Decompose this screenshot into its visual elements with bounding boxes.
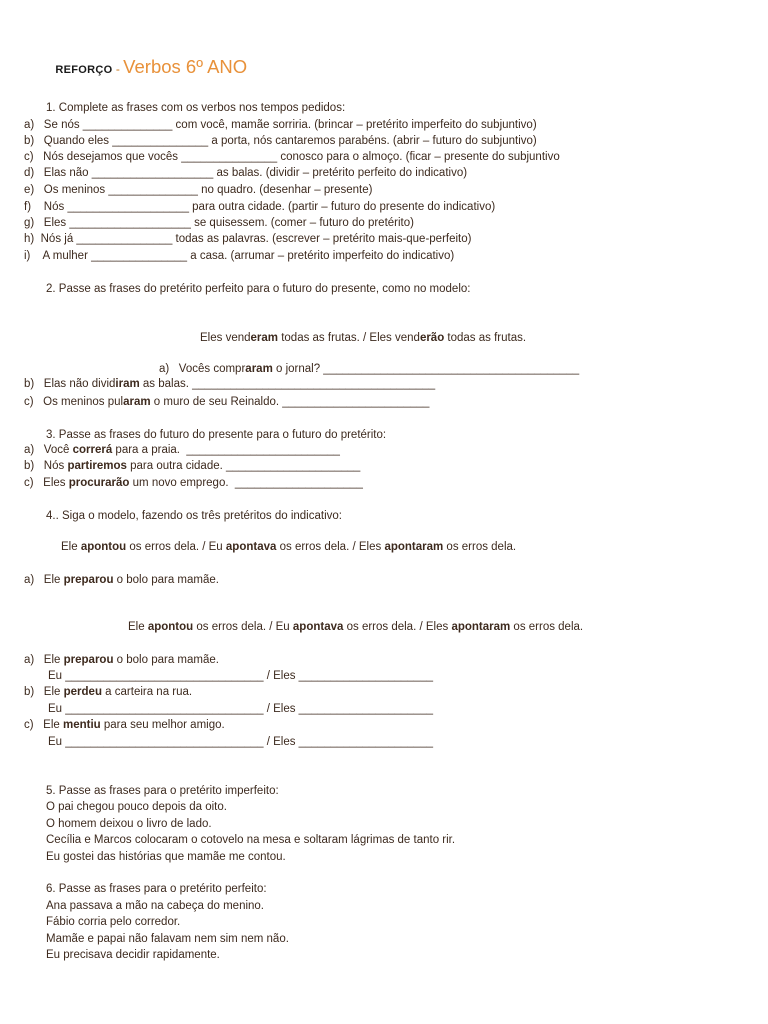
worksheet-line [24, 183, 372, 197]
worksheet-line [24, 653, 219, 667]
line-text: Ana passava a mão na cabeça do menino. [46, 900, 265, 912]
line-text: os erros dela. / Eu [126, 541, 226, 553]
line-text: 1. Complete as frases com os verbos nos tempos pedidos: [46, 102, 346, 114]
bold-verb: apontava [292, 621, 344, 633]
line-text: Eu gostei das histórias que mamãe me contou. [46, 851, 286, 863]
worksheet-line [24, 395, 429, 409]
worksheet-line [24, 443, 340, 457]
worksheet-line [46, 915, 180, 929]
worksheet-line [46, 101, 345, 115]
line-text: um novo emprego. ____________________ [129, 477, 363, 489]
bold-verb: iram [115, 378, 140, 390]
bold-verb: aram [245, 363, 273, 375]
line-text: 3. Passe as frases do futuro do presente para o futuro do pretérito: [46, 429, 387, 441]
worksheet-line [61, 540, 516, 554]
worksheet-line [46, 932, 289, 946]
bold-verb: partiremos [67, 460, 127, 472]
worksheet-line [46, 850, 286, 864]
line-text: c) Os meninos pul [24, 396, 124, 408]
bold-verb: erão [419, 332, 445, 344]
line-text: 5. Passe as frases para o pretérito imperfeito: [46, 785, 279, 797]
line-text: c) Nós desejamos que vocês _______________ conosco para o almoço. (ficar – presente do subjuntivo [24, 151, 560, 163]
worksheet-line [24, 134, 537, 148]
line-text: a) Você [24, 444, 73, 456]
worksheet-line [128, 620, 583, 634]
bold-verb: eram [250, 332, 279, 344]
line-text: O homem deixou o livro de lado. [46, 818, 212, 830]
worksheet-line [46, 784, 279, 798]
line-text: b) Quando eles _______________ a porta, nós cantaremos parabéns. (abrir – futuro do subjuntivo) [24, 135, 537, 147]
worksheet-line [24, 150, 560, 164]
worksheet-line [24, 200, 495, 214]
line-text: Mamãe e papai não falavam nem sim nem não. [46, 933, 289, 945]
line-text: as balas. ______________________________________ [139, 378, 436, 390]
worksheet-line [24, 249, 454, 263]
line-text: c) Eles [24, 477, 69, 489]
line-text: 6. Passe as frases para o pretérito perfeito: [46, 883, 267, 895]
line-text: Eu precisava decidir rapidamente. [46, 949, 220, 961]
line-text: Eu _______________________________ / Eles _____________________ [48, 703, 433, 715]
line-text: Fábio corria pelo corredor. [46, 916, 181, 928]
worksheet-line [46, 509, 342, 523]
worksheet-line [46, 948, 220, 962]
worksheet-line [24, 118, 537, 132]
bold-verb: preparou [63, 654, 114, 666]
worksheet-line [24, 216, 414, 230]
line-text: e) Os meninos ______________ no quadro. (desenhar – presente) [24, 184, 373, 196]
line-text: c) Ele [24, 719, 63, 731]
line-text: os erros dela. / Eles [343, 621, 452, 633]
line-text: b) Elas não divid [24, 378, 116, 390]
line-text: Ele [61, 541, 81, 553]
bold-verb: apontou [147, 621, 194, 633]
line-text: 4.. Siga o modelo, fazendo os três pretéritos do indicativo: [46, 510, 342, 522]
line-text: b) Nós [24, 460, 68, 472]
bold-verb: apontaram [384, 541, 444, 553]
line-text: h) Nós já _______________ todas as palavras. (escrever – pretérito mais-que-perfeito) [24, 233, 472, 245]
line-text: o bolo para mamãe. [113, 574, 219, 586]
line-text: 2. Passe as frases do pretérito perfeito para o futuro do presente, como no modelo: [46, 283, 471, 295]
worksheet-line [46, 899, 264, 913]
worksheet-line [24, 476, 363, 490]
bold-verb: correrá [72, 444, 113, 456]
worksheet-line [46, 817, 212, 831]
line-text: a carteira na rua. [101, 686, 193, 698]
worksheet-line [46, 800, 227, 814]
line-text: os erros dela. / Eles [276, 541, 385, 553]
line-text: i) A mulher _______________ a casa. (arrumar – pretérito imperfeito do indicativo) [24, 250, 455, 262]
title-dash: - [112, 62, 124, 76]
line-text: d) Elas não ___________________ as balas. (dividir – pretérito perfeito do indicativo) [24, 167, 468, 179]
bold-verb: apontava [225, 541, 277, 553]
worksheet-line [24, 459, 360, 473]
worksheet-line [48, 735, 433, 749]
document-title [49, 44, 247, 78]
worksheet-line [46, 282, 470, 296]
line-text: todas as frutas. [444, 332, 527, 344]
bold-verb: procurarão [68, 477, 130, 489]
line-text: Ele [128, 621, 148, 633]
bold-verb: mentiu [62, 719, 101, 731]
worksheet-line [24, 573, 219, 587]
line-text: o bolo para mamãe. [113, 654, 219, 666]
line-text: os erros dela. [443, 541, 517, 553]
worksheet-line [46, 428, 386, 442]
line-text: g) Eles ___________________ se quisessem. (comer – futuro do pretérito) [24, 217, 414, 229]
line-text: f) Nós ___________________ para outra cidade. (partir – futuro do presente do indicativo) [24, 201, 496, 213]
line-text: a) Se nós ______________ com você, mamãe sorriria. (brincar – pretérito imperfeito do subjuntivo) [24, 119, 537, 131]
line-text: para a praia. ________________________ [112, 444, 340, 456]
worksheet-line [46, 833, 455, 847]
title-label: REFORÇO [55, 64, 113, 76]
line-text: os erros dela. / Eu [193, 621, 293, 633]
worksheet-line [159, 362, 579, 376]
line-text: para seu melhor amigo. [100, 719, 225, 731]
line-text: a) Ele [24, 574, 64, 586]
bold-verb: perdeu [63, 686, 102, 698]
line-text: Eu _______________________________ / Eles _____________________ [48, 736, 433, 748]
line-text: o muro de seu Reinaldo. _______________________ [150, 396, 430, 408]
worksheet-line [24, 166, 467, 180]
line-text: a) Vocês compr [159, 363, 246, 375]
worksheet-line [200, 331, 526, 345]
line-text: Eles vend [200, 332, 251, 344]
line-text: o jornal? ________________________________________ [272, 363, 580, 375]
line-text: b) Ele [24, 686, 64, 698]
bold-verb: apontaram [451, 621, 511, 633]
worksheet-line [24, 685, 192, 699]
worksheet-line [48, 702, 433, 716]
worksheet-line [24, 718, 225, 732]
bold-verb: apontou [80, 541, 127, 553]
line-text: todas as frutas. / Eles vend [278, 332, 420, 344]
worksheet-line [24, 232, 471, 246]
worksheet-line [48, 669, 433, 683]
line-text: os erros dela. [510, 621, 584, 633]
line-text: O pai chegou pouco depois da oito. [46, 801, 227, 813]
bold-verb: preparou [63, 574, 114, 586]
title-text: Verbos 6º ANO [123, 56, 248, 77]
line-text: Cecília e Marcos colocaram o cotovelo na mesa e soltaram lágrimas de tanto rir. [46, 834, 456, 846]
line-text: a) Ele [24, 654, 64, 666]
worksheet-line [46, 882, 267, 896]
worksheet-line [24, 377, 435, 391]
bold-verb: aram [123, 396, 151, 408]
line-text: para outra cidade. _____________________ [126, 460, 361, 472]
line-text: Eu _______________________________ / Eles _____________________ [48, 670, 433, 682]
